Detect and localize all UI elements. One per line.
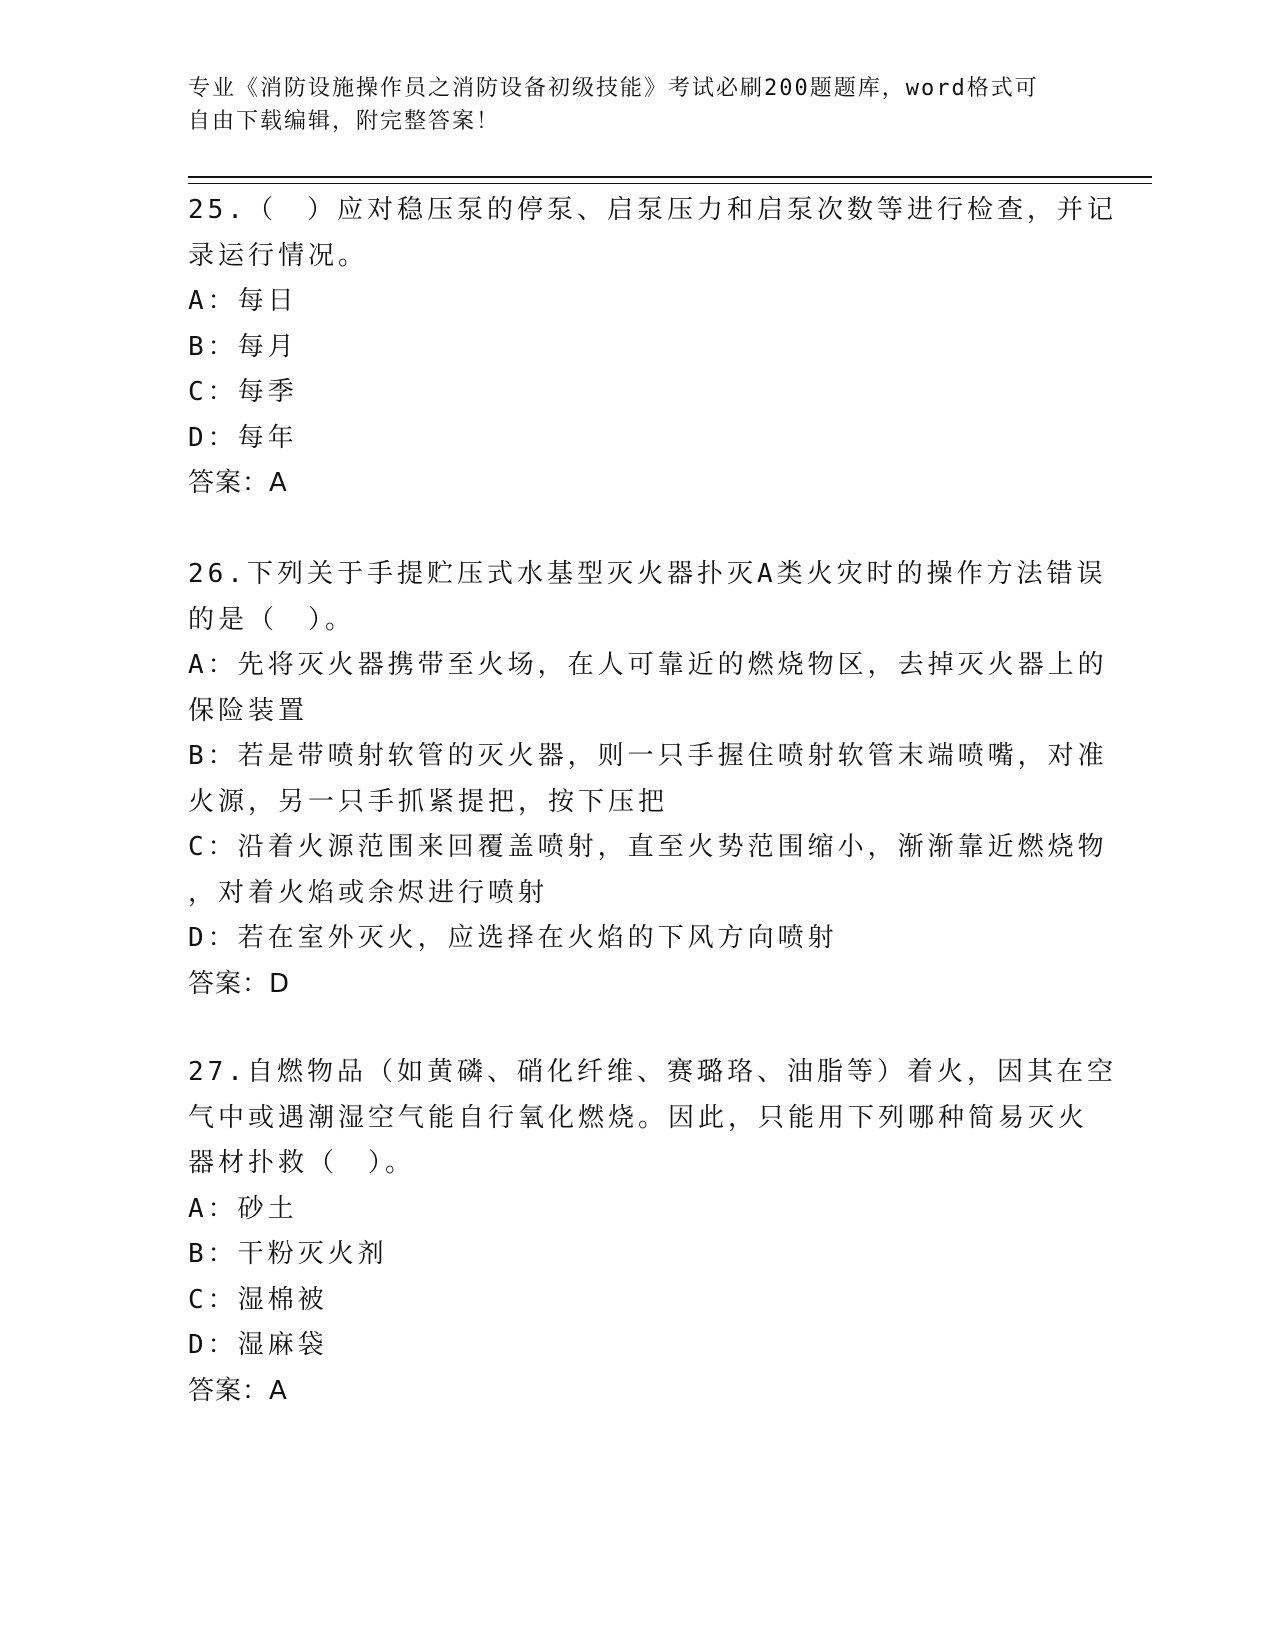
answer-line: 答案：D	[188, 968, 291, 999]
option-b: B：每月	[188, 331, 298, 362]
option-b-continued: 火源，另一只手抓紧提把，按下压把	[188, 786, 669, 817]
question-stem-line: 26.下列关于手提贮压式水基型灭火器扑灭A类火灾时的操作方法错误	[188, 559, 1107, 589]
answer-line: 答案：A	[188, 1375, 288, 1406]
header-divider-thin	[188, 183, 1152, 184]
option-c-continued: ，对着火焰或余烬进行喷射	[188, 877, 549, 908]
option-c: C：每季	[188, 377, 298, 407]
question-stem-line: 录运行情况。	[188, 240, 369, 271]
document-header	[188, 72, 1068, 138]
question-stem-line: 气中或遇潮湿空气能自行氧化燃烧。因此，只能用下列哪种简易灭火	[188, 1102, 1089, 1133]
option-a: A：砂土	[188, 1193, 298, 1224]
option-b: B：若是带喷射软管的灭火器，则一只手握住喷射软管末端喷嘴，对准	[188, 741, 1108, 771]
question-stem-line: 器材扑救（ ）。	[188, 1148, 416, 1178]
option-d: D：湿麻袋	[188, 1330, 328, 1360]
option-c: C：沿着火源范围来回覆盖喷射，直至火势范围缩小，渐渐靠近燃烧物	[188, 832, 1108, 862]
option-a: A：每日	[188, 286, 298, 316]
option-a-continued: 保险装置	[188, 695, 309, 726]
question-stem-line: 的是（ ）。	[188, 604, 356, 635]
option-d: D：每年	[188, 422, 298, 453]
question-26	[188, 552, 1108, 1007]
answer-line: 答案：A	[188, 468, 288, 498]
header-line-1: 专业《消防设施操作员之消防设备初级技能》考试必刷200题题库，word格式可	[188, 76, 1039, 101]
question-27	[188, 1050, 1117, 1414]
option-c: C：湿棉被	[188, 1284, 328, 1315]
option-a: A：先将灭火器携带至火场，在人可靠近的燃烧物区，去掉灭火器上的	[188, 650, 1108, 680]
option-d: D：若在室外灭火，应选择在火焰的下风方向喷射	[188, 923, 838, 953]
question-stem-line: 25.（ ）应对稳压泵的停泵、启泵压力和启泵次数等进行检查，并记	[188, 195, 1117, 225]
header-divider-thick	[188, 176, 1152, 178]
question-stem-line: 27.自燃物品（如黄磷、硝化纤维、赛璐珞、油脂等）着火，因其在空	[188, 1057, 1117, 1087]
option-b: B：干粉灭火剂	[188, 1239, 388, 1269]
header-line-2: 自由下载编辑，附完整答案！	[188, 109, 501, 134]
question-25	[188, 188, 1117, 507]
